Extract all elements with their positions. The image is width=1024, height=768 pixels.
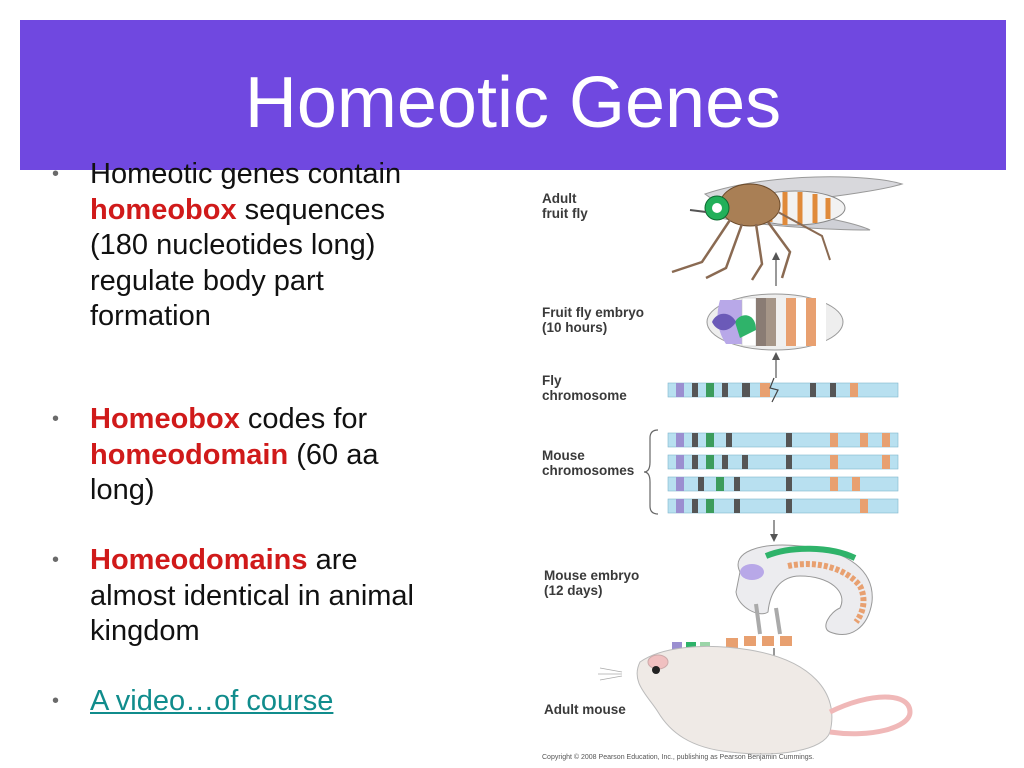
mouse-embryo-image <box>736 545 872 634</box>
label-adult-fruit-fly <box>542 191 588 221</box>
label-adult-fruit-fly-line2: fruit fly <box>542 206 588 221</box>
bullet-text-4 <box>90 684 430 720</box>
bullet-3-text: are almost identical in animal kingdom <box>90 544 414 647</box>
homeobox-figure <box>530 172 915 768</box>
bullet-1-text-b: sequences (180 nucleotides long) regulate body part formation <box>90 193 385 332</box>
label-fruit-fly-embryo-line2: (10 hours) <box>542 320 608 335</box>
label-fly-chromosome-line2: chromosome <box>542 388 627 403</box>
label-mouse-embryo-line2: (12 days) <box>544 583 603 598</box>
bullet-text-3 <box>90 543 430 650</box>
bullet-2-term-homeobox: Homeobox <box>90 403 240 435</box>
video-link[interactable]: A video…of course <box>90 685 334 717</box>
bullet-2-term-homeodomain: homeodomain <box>90 438 289 471</box>
bullet-1-text-a: Homeotic genes contain <box>90 158 402 190</box>
mouse-image <box>598 636 910 754</box>
bullet-dot: • <box>52 163 60 185</box>
title-bar <box>20 20 1006 170</box>
fruit-fly-image <box>672 177 902 280</box>
label-mouse-chromosomes-line1: Mouse <box>542 448 585 463</box>
label-mouse-chromosomes <box>542 448 634 478</box>
label-mouse-chromosomes-line2: chromosomes <box>542 463 635 478</box>
bullet-2-text-a: codes for <box>239 403 368 435</box>
copyright-text: Copyright © 2008 Pearson Education, Inc., publishing as Pearson Benjamin Cummings. <box>542 754 815 761</box>
bullet-3-term-homeodomains: Homeodomains <box>90 544 308 576</box>
label-fly-chromosome-line1: Fly <box>542 373 562 388</box>
bullet-text-2 <box>90 402 430 509</box>
label-fruit-fly-embryo-line1: Fruit fly embryo <box>542 305 645 320</box>
bullet-dot: • <box>52 549 60 571</box>
bullet-dot: • <box>52 408 60 430</box>
label-adult-fruit-fly-line1: Adult <box>542 191 577 206</box>
label-mouse-embryo <box>544 568 639 598</box>
fly-embryo-image <box>707 294 843 350</box>
label-adult-mouse: Adult mouse <box>544 702 626 717</box>
fly-chromosome-image <box>668 378 898 402</box>
bullet-2-text-b: (60 aa long) <box>90 438 379 506</box>
label-mouse-embryo-line1: Mouse embryo <box>544 568 640 583</box>
bullet-1-term-homeobox: homeobox <box>90 193 237 226</box>
label-fly-chromosome <box>542 373 627 403</box>
bullet-text-1 <box>90 157 430 335</box>
label-fruit-fly-embryo <box>542 305 644 335</box>
bullet-dot: • <box>52 690 60 712</box>
mouse-chromosomes-image <box>668 433 898 513</box>
slide-title: Homeotic Genes <box>244 63 782 143</box>
